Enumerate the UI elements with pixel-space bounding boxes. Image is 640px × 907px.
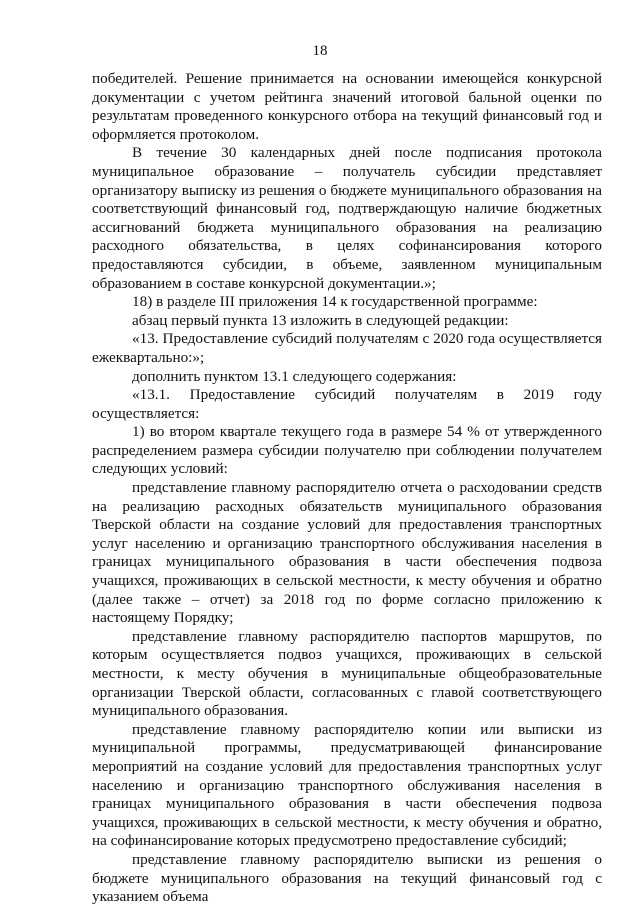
paragraph-protocol-deadline: В течение 30 календарных дней после подписания протокола муниципальное образование – получатель субсидии представляет организатору выписку из решения о бюджете муниципального образования на соответствующий финансовый год, подтверждающую наличие бюджетных ассигнований бюджета муниципального образования на реализацию расходного обязательства, в целях софинансирования которого предоставляются субсидии, в объеме, заявленном муниципальным образованием в составе конкурсной документации.»; xyxy=(92,144,602,292)
document-body xyxy=(92,70,602,907)
page-number: 18 xyxy=(312,43,328,59)
paragraph-point-13: «13. Предоставление субсидий получателям с 2020 года осуществляется ежеквартально:»; xyxy=(92,330,602,366)
paragraph-point-13-1: «13.1. Предоставление субсидий получателям в 2019 году осуществляется: xyxy=(92,386,602,422)
paragraph-budget-extract: представление главному распорядителю выписки из решения о бюджете муниципального образования на текущий финансовый год с указанием объема xyxy=(92,850,602,906)
paragraph-report-condition: представление главному распорядителю отчета о расходовании средств на реализацию расходных обязательств муниципального образования Тверской области на создание условий для предоставления транспортных услуг населению и организацию транспортного обслуживания населения в границах муниципального образования в части обеспечения подвоза учащихся, проживающих в сельской местности, к месту обучения и обратно (далее также – отчет) за 2018 год по форме согласно приложению к настоящему Порядку; xyxy=(92,479,602,627)
paragraph-subpoint-1: 1) во втором квартале текущего года в размере 54 % от утвержденного распределением размера субсидии получателю при соблюдении получателем следующих условий: xyxy=(92,423,602,478)
paragraph-item-18: 18) в разделе III приложения 14 к государственной программе: xyxy=(132,293,538,311)
paragraph-route-passports: представление главному распорядителю паспортов маршрутов, по которым осуществляется подвоз учащихся, проживающих в сельской местности, к месту обучения в муниципальные общеобразовательные организации Тверской области, согласованных с главой соответствующего муниципального образования. xyxy=(92,627,602,720)
paragraph-continuation: победителей. Решение принимается на основании имеющейся конкурсной документации с учетом рейтинга значений итоговой бальной оценки по результатам проведенного конкурсного отбора на текущий финансовый год и оформляется протоколом. xyxy=(92,70,602,143)
paragraph-amend-13: абзац первый пункта 13 изложить в следующей редакции: xyxy=(132,311,509,329)
paragraph-program-copy: представление главному распорядителю копии или выписки из муниципальной программы, предусматривающей финансирование мероприятий на создание условий для предоставления транспортных услуг населению и организацию транспортного обслуживания населения в границах муниципального образования в части обеспечения подвоза учащихся, проживающих в сельской местности, к месту обучения и обратно, на софинансирование которых предусмотрено предоставление субсидий; xyxy=(92,720,602,850)
paragraph-add-13-1: дополнить пунктом 13.1 следующего содержания: xyxy=(132,367,457,385)
